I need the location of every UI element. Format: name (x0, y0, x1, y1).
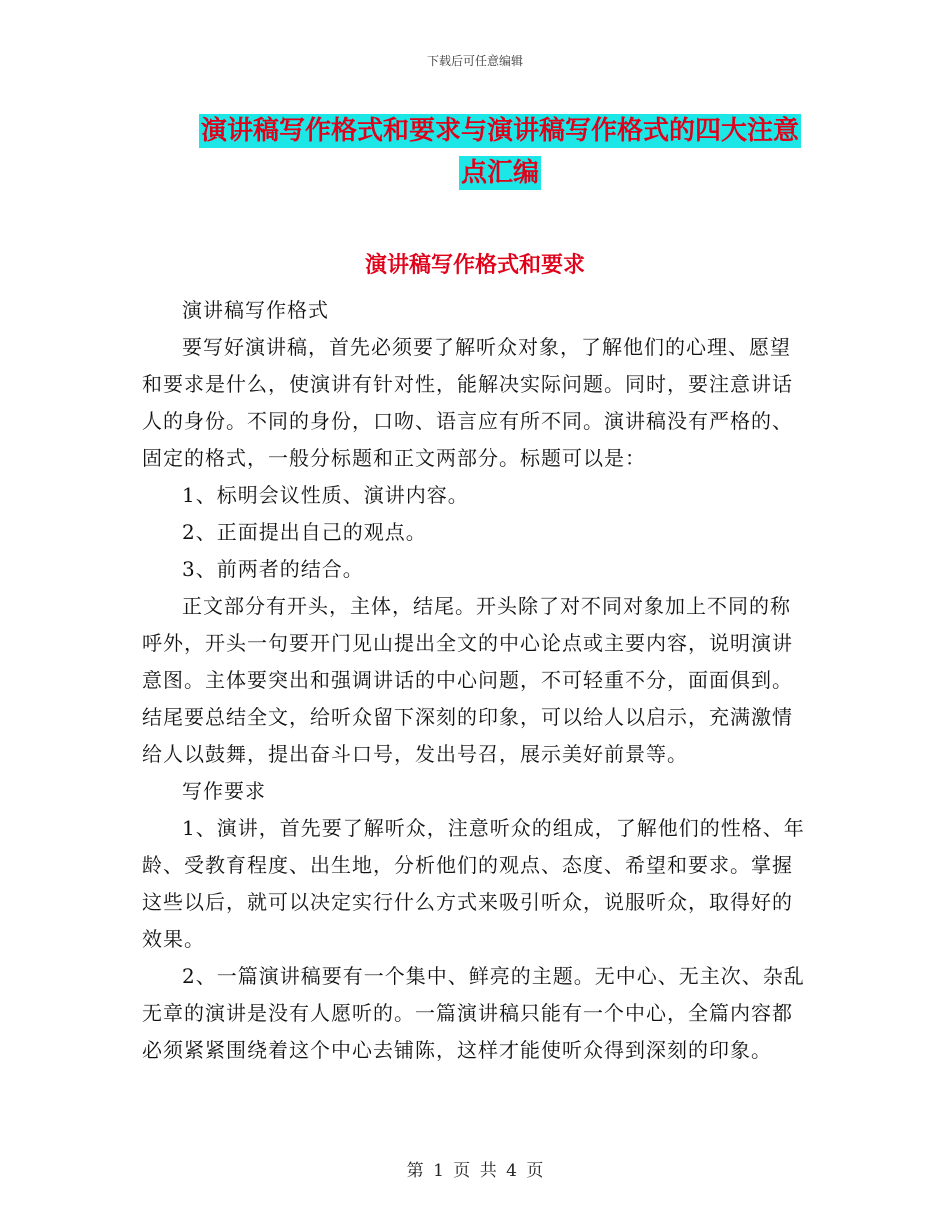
document-body (142, 292, 810, 1069)
section-title: 演讲稿写作格式和要求 (364, 253, 585, 278)
list-item: 1、标明会议性质、演讲内容。 (182, 483, 469, 507)
document-title (180, 110, 820, 194)
page-number-footer: 第 1 页 共 4 页 (406, 1161, 544, 1181)
paragraph: 正文部分有开头，主体，结尾。开头除了对不同对象加上不同的称呼外，开头一句要开门见山提出全文的中心论点或主要内容，说明演讲意图。主体要突出和强调讲话的中心问题，不可轻重不分，面面俱到。结尾要总结全文，给听众留下深刻的印象，可以给人以启示，充满激情给人以鼓舞，提出奋斗口号，发出号召，展示美好前景等。 (142, 594, 793, 766)
subheading-requirements: 写作要求 (182, 779, 266, 803)
document-title-line2: 点汇编 (460, 158, 539, 188)
list-item: 2、正面提出自己的观点。 (182, 520, 427, 544)
header-note: 下载后可任意编辑 (426, 54, 523, 68)
paragraph: 2、一篇演讲稿要有一个集中、鲜亮的主题。无中心、无主次、杂乱无章的演讲是没有人愿听的。一篇演讲稿只能有一个中心，全篇内容都必须紧紧围绕着这个中心去铺陈，这样才能使听众得到深刻的印象。 (142, 964, 805, 1062)
document-title-line1: 演讲稿写作格式和要求与演讲稿写作格式的四大注意 (200, 116, 799, 146)
subheading-format: 演讲稿写作格式 (182, 298, 329, 322)
paragraph: 1、演讲，首先要了解听众，注意听众的组成，了解他们的性格、年龄、受教育程度、出生地，分析他们的观点、态度、希望和要求。掌握这些以后，就可以决定实行什么方式来吸引听众，说服听众，取得好的效果。 (142, 816, 805, 951)
paragraph: 要写好演讲稿，首先必须要了解听众对象，了解他们的心理、愿望和要求是什么，使演讲有针对性，能解决实际问题。同时，要注意讲话人的身份。不同的身份，口吻、语言应有所不同。演讲稿没有严格的、固定的格式，一般分标题和正文两部分。标题可以是： (142, 335, 793, 470)
list-item: 3、前两者的结合。 (182, 557, 364, 581)
